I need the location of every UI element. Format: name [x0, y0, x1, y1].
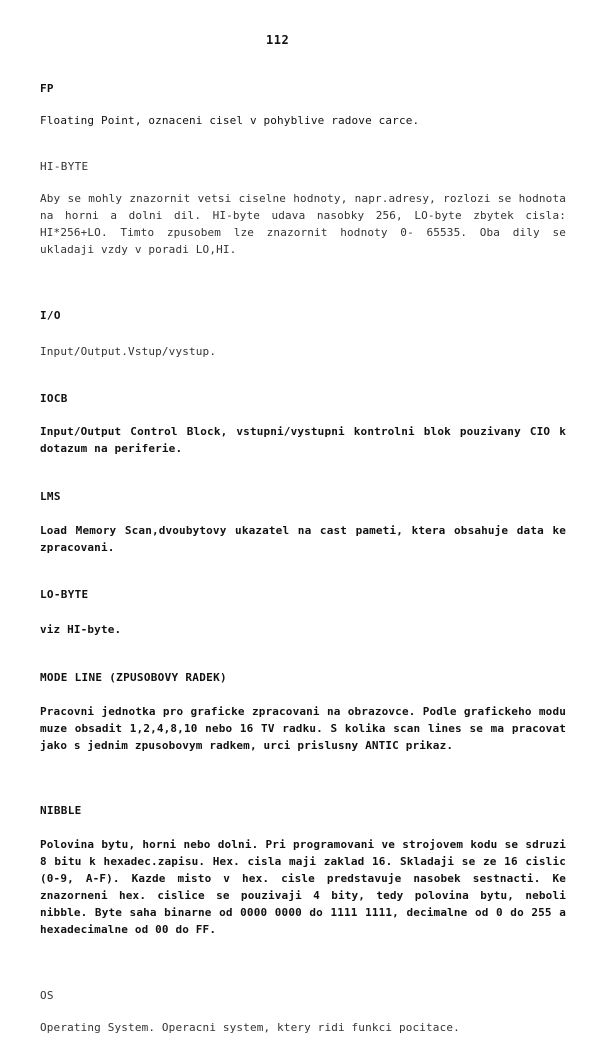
term-nibble: NIBBLE: [40, 804, 82, 817]
page-number: 112: [266, 33, 290, 47]
term-lo-byte: LO-BYTE: [40, 588, 89, 601]
definition-mode-line: Pracovni jednotka pro graficke zpracovani na obrazovce. Podle grafickeho modu muze obsadit 1,2,4,8,10 nebo 16 TV radku. S kolika scan lines se ma pracovat jako s jednim zpusobovym radkem, urci prislusny ANTIC prikaz.: [40, 705, 566, 752]
definition-os: Operating System. Operacni system, ktery ridi funkci pocitace.: [40, 1021, 460, 1034]
definition-nibble: Polovina bytu, horni nebo dolni. Pri programovani ve strojovem kodu se sdruzi 8 bitu k hexadec.zapisu. Hex. cisla maji zaklad 16. Skladaji se ze 16 cislic (0-9, A-F). Kazde misto v hex. cisle predstavuje nasobek sestnacti. Ke znazorneni hex. cislice se pouzivaji 4 bity, tedy polovina bytu, neboli nibble. Byte saha binarne od 0000 0000 do 1111 1111, decimalne od 0 do 255 a hexadecimalne od 00 do FF.: [40, 838, 566, 936]
term-io: I/O: [40, 309, 61, 322]
definition-lms: Load Memory Scan,dvoubytovy ukazatel na cast pameti, ktera obsahuje data ke zpracovani.: [40, 524, 566, 554]
term-os: OS: [40, 989, 54, 1002]
term-mode-line: MODE LINE (ZPUSOBOVY RADEK): [40, 671, 227, 684]
definition-iocb: Input/Output Control Block, vstupni/vystupni kontrolni blok pouzivany CIO k dotazum na periferie.: [40, 425, 566, 455]
term-iocb: IOCB: [40, 392, 68, 405]
term-lms: LMS: [40, 490, 61, 503]
definition-fp: Floating Point, oznaceni cisel v pohyblive radove carce.: [40, 114, 420, 127]
definition-lo-byte: viz HI-byte.: [40, 623, 122, 636]
term-hi-byte: HI-BYTE: [40, 160, 89, 173]
definition-io: Input/Output.Vstup/vystup.: [40, 345, 217, 358]
definition-hi-byte: Aby se mohly znazornit vetsi ciselne hodnoty, napr.adresy, rozlozi se hodnota na horni a dolni dil. HI-byte udava nasobky 256, LO-byte zbytek cisla: HI*256+LO. Timto zpusobem lze znazornit hodnoty 0- 65535. Oba dily se ukladaji vzdy v poradi LO,HI.: [40, 192, 566, 256]
term-fp: FP: [40, 82, 54, 95]
